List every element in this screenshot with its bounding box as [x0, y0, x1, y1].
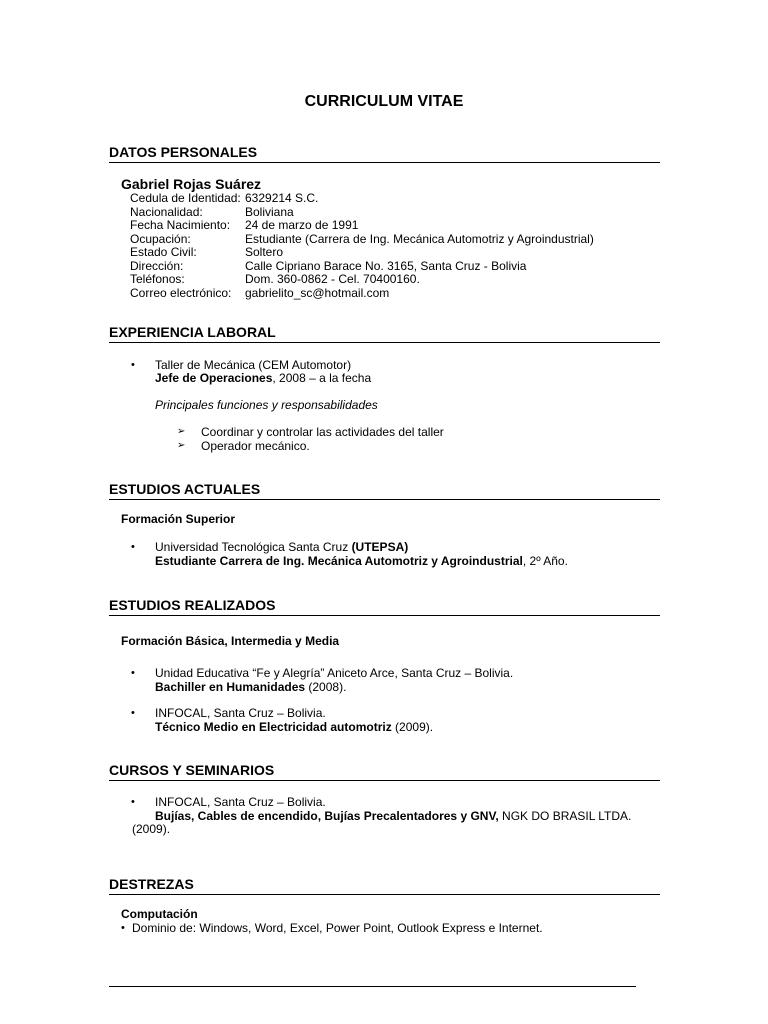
bullet-icon: •: [121, 922, 125, 934]
role-period: , 2008 – a la fecha: [272, 371, 372, 385]
info-label: Cedula de Identidad:: [130, 191, 241, 205]
info-value: 6329214 S.C.: [245, 191, 319, 205]
arrow-bullet-icon: ➢: [177, 426, 186, 437]
page-title: CURRICULUM VITAE: [304, 93, 464, 110]
section-heading-skills: DESTREZAS: [109, 876, 660, 895]
section-heading-current-studies: ESTUDIOS ACTUALES: [109, 481, 660, 500]
bullet-icon: •: [131, 707, 135, 719]
info-value: 24 de marzo de 1991: [245, 218, 359, 232]
info-label: Dirección:: [130, 258, 184, 273]
info-value: Boliviana: [245, 204, 294, 219]
institution-line: [155, 540, 408, 554]
employer-text: Taller de Mecánica (CEM Automotor): [155, 358, 352, 372]
course-title: Bujías, Cables de encendido, Bujías Precalentadores y GNV,: [155, 809, 499, 823]
personal-info-row: [130, 246, 594, 260]
school-text: INFOCAL, Santa Cruz – Bolivia.: [155, 706, 326, 720]
section-heading-experience: EXPERIENCIA LABORAL: [109, 324, 660, 343]
info-label: Nacionalidad:: [130, 204, 203, 219]
degree-line: [155, 680, 346, 694]
personal-info-row: [130, 206, 594, 220]
section-heading-past-studies: ESTUDIOS REALIZADOS: [109, 597, 660, 616]
personal-info-row: [130, 233, 594, 247]
course-provider: NGK DO BRASIL LTDA.: [498, 809, 632, 823]
course-institution: INFOCAL, Santa Cruz – Bolivia.: [155, 795, 326, 809]
personal-info-row: [130, 192, 594, 206]
skill-item: Dominio de: Windows, Word, Excel, Power Point, Outlook Express e Internet.: [132, 921, 543, 935]
degree-title: Técnico Medio en Electricidad automotriz: [155, 720, 392, 734]
role-line: [155, 371, 371, 385]
bullet-icon: •: [131, 359, 135, 371]
info-value: Estudiante (Carrera de Ing. Mecánica Automotriz y Agroindustrial): [245, 231, 594, 246]
school-text: Unidad Educativa “Fe y Alegría” Aniceto Arce, Santa Cruz – Bolivia.: [155, 666, 514, 680]
info-label: Estado Civil:: [130, 245, 197, 259]
program-year: , 2º Año.: [522, 554, 568, 568]
bullet-icon: •: [131, 541, 135, 553]
personal-info-row: [130, 273, 594, 287]
info-label: Teléfonos:: [130, 272, 185, 286]
degree-year: (2009).: [391, 720, 434, 734]
personal-info-row: [130, 287, 594, 301]
bullet-icon: •: [131, 796, 135, 808]
info-value: Soltero: [245, 245, 284, 259]
info-value: Calle Cipriano Barace No. 3165, Santa Cruz - Bolivia: [245, 258, 527, 273]
course-year: (2009).: [132, 822, 171, 836]
duties-heading: Principales funciones y responsabilidades: [155, 398, 378, 412]
degree-title: Bachiller en Humanidades: [155, 680, 306, 694]
bottom-divider: [109, 986, 636, 987]
program-line: [155, 554, 568, 568]
section-heading-courses: CURSOS Y SEMINARIOS: [109, 762, 660, 781]
institution-name: Universidad Tecnológica Santa Cruz: [155, 540, 352, 554]
info-value: gabrielito_sc@hotmail.com: [245, 285, 390, 300]
info-label: Fecha Nacimiento:: [130, 218, 231, 232]
info-label: Correo electrónico:: [130, 285, 232, 300]
personal-info-row: [130, 260, 594, 274]
degree-year: (2008).: [305, 680, 347, 694]
duty-item: Operador mecánico.: [201, 439, 310, 453]
subheading-basic-education: Formación Básica, Intermedia y Media: [121, 634, 340, 648]
degree-line: [155, 720, 433, 734]
course-line: [155, 809, 631, 823]
personal-info-row: [130, 219, 594, 233]
personal-info-table: [130, 192, 594, 300]
info-label: Ocupación:: [130, 231, 191, 246]
section-heading-personal: DATOS PERSONALES: [109, 144, 660, 163]
institution-abbr: (UTEPSA): [351, 540, 409, 554]
program-name: Estudiante Carrera de Ing. Mecánica Automotriz y Agroindustrial: [155, 554, 523, 568]
subheading-computing: Computación: [121, 907, 198, 921]
info-value: Dom. 360-0862 - Cel. 70400160.: [245, 272, 420, 286]
subheading-higher-education: Formación Superior: [121, 512, 236, 526]
role-title: Jefe de Operaciones: [155, 371, 273, 385]
bullet-icon: •: [131, 667, 135, 679]
arrow-bullet-icon: ➢: [177, 440, 186, 451]
person-name: Gabriel Rojas Suárez: [121, 176, 262, 192]
duty-item: Coordinar y controlar las actividades del taller: [201, 425, 444, 439]
